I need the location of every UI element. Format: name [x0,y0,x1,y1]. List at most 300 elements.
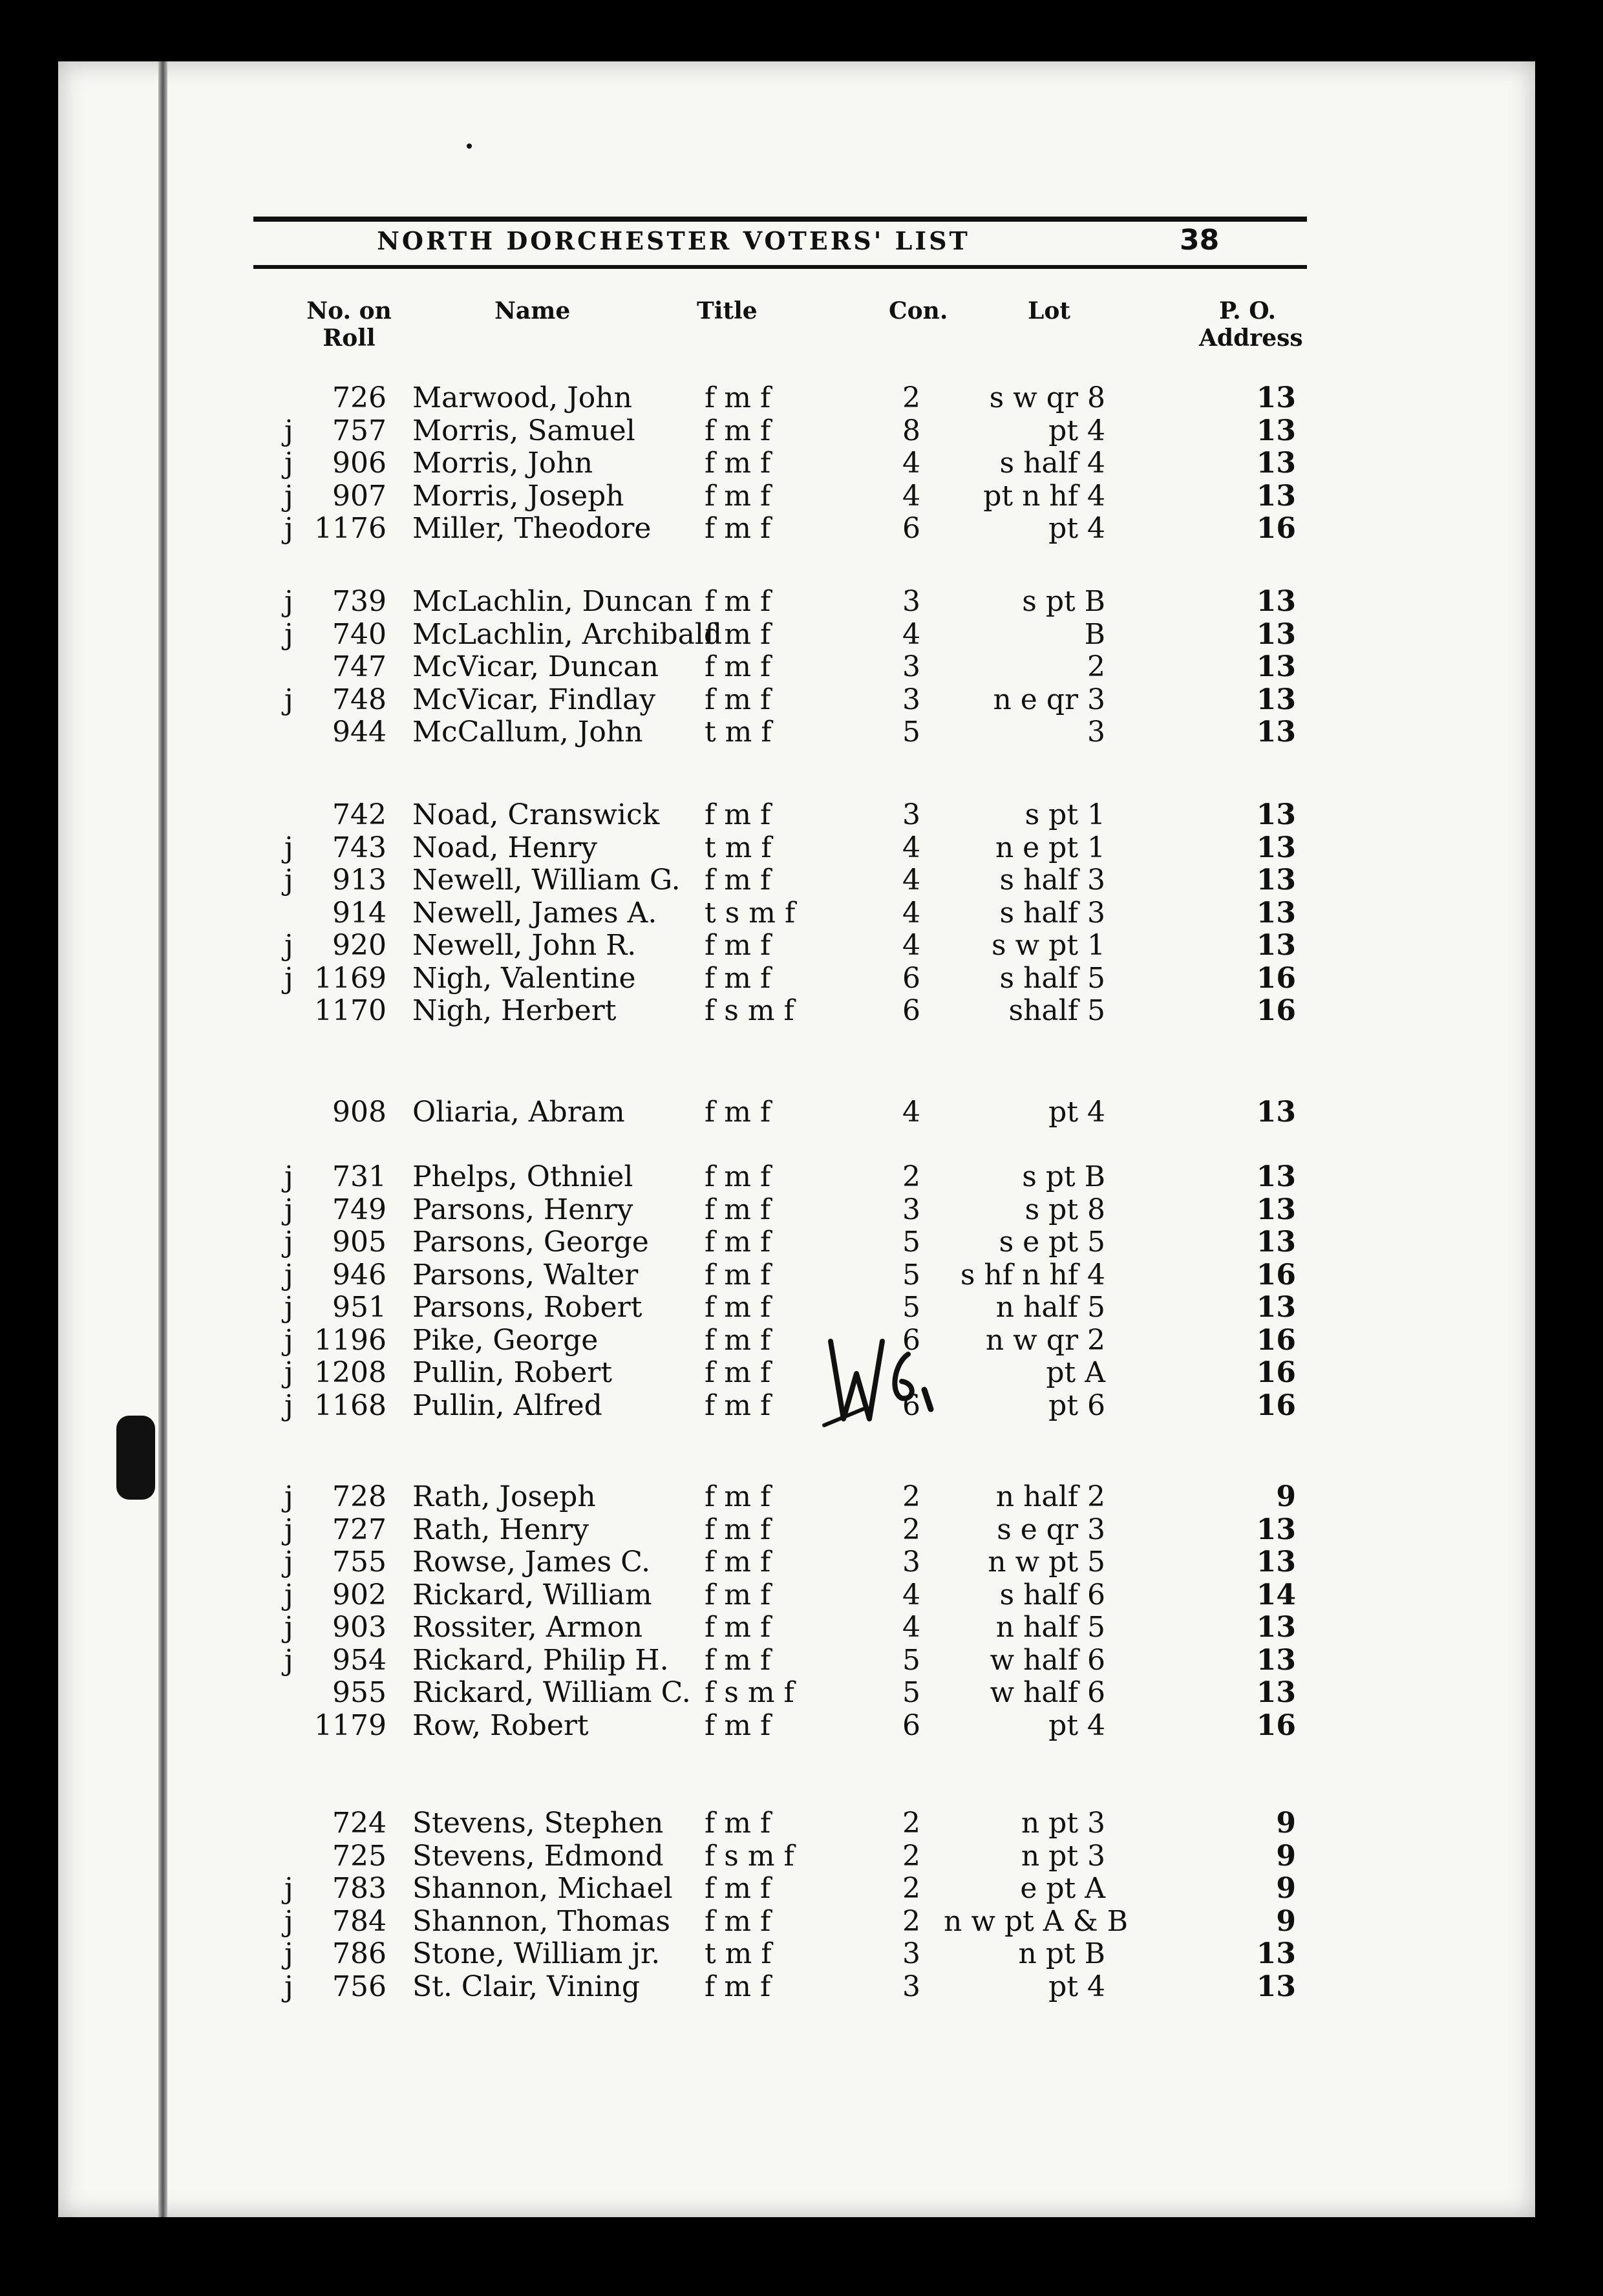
cell-roll: 725 [332,1840,387,1873]
cell-j: j [284,1905,293,1938]
cell-name: Parsons, Walter [412,1259,639,1292]
cell-con: 3 [902,798,920,831]
table-row [0,381,1603,415]
cell-lot: s pt 1 [1024,798,1105,831]
cell-lot: n pt 3 [1021,1840,1105,1873]
table-row [0,929,1603,962]
cell-name: Oliaria, Abram [412,1096,625,1129]
table-row [0,1513,1603,1547]
cell-name: Row, Robert [412,1709,589,1742]
cell-con: 5 [902,1259,920,1292]
cell-con: 3 [902,1546,920,1578]
cell-po: 13 [1256,897,1296,930]
cell-con: 6 [902,1324,920,1357]
cell-j: j [284,1513,293,1546]
cell-title: t m f [705,716,772,749]
page-number: 38 [1180,224,1220,257]
cell-lot: n w qr 2 [985,1324,1105,1357]
table-row [0,512,1603,546]
cell-title: f s m f [705,994,794,1027]
speck [467,144,472,149]
cell-lot: n pt B [1018,1937,1105,1970]
cell-title: t s m f [705,897,796,930]
cell-name: McLachlin, Archibald [412,618,723,651]
cell-lot: s half 4 [999,447,1105,480]
table-row [0,1676,1603,1710]
table-row [0,480,1603,513]
column-header-po-line1: P. O. [1219,297,1276,324]
cell-po: 13 [1256,1513,1296,1546]
cell-lot: pt 4 [1048,414,1105,447]
cell-roll: 955 [332,1676,387,1709]
cell-roll: 951 [332,1291,387,1324]
cell-lot: s pt B [1022,585,1105,618]
table-row [0,1840,1603,1873]
cell-lot: pt 4 [1048,1970,1105,2003]
cell-lot: s half 6 [999,1578,1105,1611]
cell-name: Stevens, Edmond [412,1840,664,1873]
cell-j: j [284,1611,293,1644]
cell-po: 16 [1256,512,1296,545]
table-row [0,1578,1603,1612]
cell-name: Pike, George [412,1324,599,1357]
cell-title: f m f [705,1709,771,1742]
cell-title: t m f [705,1937,772,1970]
cell-j: j [284,1389,293,1422]
cell-j: j [284,1226,293,1259]
cell-roll: 749 [332,1193,387,1226]
column-header-name: Name [494,297,571,324]
cell-j: j [284,1259,293,1292]
cell-po: 13 [1256,1193,1296,1226]
cell-roll: 748 [332,683,387,716]
cell-name: McVicar, Duncan [412,650,659,683]
cell-roll: 747 [332,650,387,683]
cell-lot: s w pt 1 [991,929,1105,962]
cell-con: 6 [902,1709,920,1742]
cell-po: 13 [1256,1970,1296,2003]
cell-roll: 756 [332,1970,387,2003]
table-row [0,1259,1603,1292]
cell-title: f s m f [705,1840,794,1873]
table-row [0,1709,1603,1743]
cell-con: 2 [902,1872,920,1905]
table-row [0,1356,1603,1390]
cell-name: Rickard, Philip H. [412,1644,669,1677]
column-header-roll [304,297,394,352]
header-bottom-rule [253,265,1307,269]
cell-lot: s pt 8 [1024,1193,1105,1226]
table-row [0,864,1603,897]
cell-con: 6 [902,1389,920,1422]
table-row [0,1193,1603,1227]
cell-con: 2 [902,1905,920,1938]
table-row [0,1096,1603,1129]
cell-title: f m f [705,1324,771,1357]
cell-roll: 1179 [314,1709,387,1742]
cell-name: Rowse, James C. [412,1546,651,1578]
cell-name: Phelps, Othniel [412,1160,633,1193]
cell-name: Nigh, Herbert [412,994,617,1027]
cell-title: f m f [705,1513,771,1546]
cell-roll: 739 [332,585,387,618]
cell-name: Rickard, William C. [412,1676,691,1709]
cell-po: 16 [1256,1389,1296,1422]
cell-po: 13 [1256,1611,1296,1644]
cell-lot: shalf 5 [1008,994,1105,1027]
cell-po: 16 [1256,1356,1296,1389]
cell-title: f m f [705,1872,771,1905]
table-row [0,1970,1603,2004]
cell-name: McVicar, Findlay [412,683,656,716]
cell-title: f m f [705,1546,771,1578]
cell-j: j [284,480,293,513]
cell-po: 13 [1256,1160,1296,1193]
cell-title: f m f [705,864,771,897]
cell-roll: 724 [332,1807,387,1840]
cell-po: 16 [1256,962,1296,995]
cell-con: 2 [902,1480,920,1513]
cell-con: 3 [902,1937,920,1970]
cell-lot: w half 6 [990,1644,1105,1677]
cell-con: 5 [902,1291,920,1324]
cell-j: j [284,1970,293,2003]
cell-name: Noad, Henry [412,831,597,864]
cell-roll: 757 [332,414,387,447]
cell-con: 4 [902,897,920,930]
cell-lot: w half 6 [990,1676,1105,1709]
cell-con: 4 [902,447,920,480]
table-row [0,1389,1603,1423]
cell-roll: 731 [332,1160,387,1193]
table-row [0,1226,1603,1259]
cell-title: t m f [705,831,772,864]
cell-title: f m f [705,1291,771,1324]
cell-lot: n half 5 [995,1611,1105,1644]
cell-lot: pt 4 [1048,1096,1105,1129]
cell-title: f m f [705,618,771,651]
cell-name: Nigh, Valentine [412,962,636,995]
cell-name: Stevens, Stephen [412,1807,664,1840]
table-row [0,897,1603,930]
cell-po: 13 [1256,1676,1296,1709]
cell-j: j [284,929,293,962]
cell-po: 13 [1256,1291,1296,1324]
cell-title: f m f [705,1389,771,1422]
cell-name: Noad, Cranswick [412,798,660,831]
cell-lot: s pt B [1022,1160,1105,1193]
table-row [0,1644,1603,1677]
cell-roll: 914 [332,897,387,930]
cell-po: 9 [1276,1905,1296,1938]
cell-name: Rath, Henry [412,1513,589,1546]
cell-j: j [284,1480,293,1513]
cell-po: 13 [1256,683,1296,716]
cell-name: Pullin, Robert [412,1356,613,1389]
cell-title: f m f [705,1970,771,2003]
cell-name: Newell, John R. [412,929,637,962]
cell-roll: 755 [332,1546,387,1578]
cell-j: j [284,1872,293,1905]
cell-po: 13 [1256,1226,1296,1259]
cell-con: 4 [902,929,920,962]
cell-lot: n w pt A & B [944,1905,1129,1938]
cell-j: j [284,1937,293,1970]
column-header-po [1199,297,1303,352]
cell-po: 13 [1256,1937,1296,1970]
page-title: NORTH DORCHESTER VOTERS' LIST [377,226,970,255]
cell-name: Stone, William jr. [412,1937,661,1970]
cell-name: Morris, Samuel [412,414,635,447]
cell-po: 13 [1256,831,1296,864]
cell-po: 13 [1256,716,1296,749]
table-row [0,1546,1603,1579]
cell-name: St. Clair, Vining [412,1970,640,2003]
handwritten-annotation [818,1328,934,1445]
cell-lot: B [1084,618,1105,651]
cell-lot: s half 3 [999,897,1105,930]
cell-title: f m f [705,1096,771,1129]
cell-name: Rickard, William [412,1578,652,1611]
table-row [0,962,1603,995]
cell-j: j [284,1356,293,1389]
column-header-roll-line2: Roll [323,324,376,352]
cell-j: j [284,1324,293,1357]
cell-con: 2 [902,1807,920,1840]
cell-title: f m f [705,1578,771,1611]
table-row [0,798,1603,832]
cell-roll: 907 [332,480,387,513]
cell-roll: 946 [332,1259,387,1292]
cell-con: 8 [902,414,920,447]
cell-name: Parsons, George [412,1226,649,1259]
cell-con: 3 [902,650,920,683]
cell-lot: pt 6 [1048,1389,1105,1422]
cell-roll: 920 [332,929,387,962]
cell-po: 14 [1256,1578,1296,1611]
cell-roll: 728 [332,1480,387,1513]
cell-roll: 903 [332,1611,387,1644]
cell-j: j [284,831,293,864]
column-header-lot: Lot [1028,297,1070,324]
cell-name: Parsons, Robert [412,1291,642,1324]
column-header-title: Title [697,297,758,324]
cell-name: Parsons, Henry [412,1193,633,1226]
table-row [0,414,1603,448]
cell-po: 13 [1256,1644,1296,1677]
cell-lot: n e pt 1 [995,831,1105,864]
cell-lot: n e qr 3 [993,683,1105,716]
cell-con: 5 [902,1676,920,1709]
cell-title: f m f [705,414,771,447]
cell-con: 4 [902,1578,920,1611]
cell-roll: 786 [332,1937,387,1970]
table-row [0,1905,1603,1939]
cell-name: Rath, Joseph [412,1480,596,1513]
table-row [0,1937,1603,1971]
cell-lot: n half 5 [995,1291,1105,1324]
cell-lot: 3 [1087,716,1105,749]
cell-j: j [284,512,293,545]
cell-name: Marwood, John [412,381,632,414]
cell-roll: 1176 [314,512,387,545]
cell-lot: s half 3 [999,864,1105,897]
cell-po: 16 [1256,994,1296,1027]
header-top-rule [253,217,1307,222]
cell-con: 4 [902,1611,920,1644]
cell-roll: 944 [332,716,387,749]
cell-roll: 902 [332,1578,387,1611]
cell-roll: 742 [332,798,387,831]
table-row [0,716,1603,749]
cell-lot: s hf n hf 4 [960,1259,1105,1292]
table-row [0,650,1603,684]
cell-j: j [284,1578,293,1611]
table-row [0,447,1603,480]
table-row [0,1807,1603,1840]
cell-title: f m f [705,1807,771,1840]
cell-roll: 726 [332,381,387,414]
cell-po: 13 [1256,1546,1296,1578]
cell-po: 13 [1256,480,1296,513]
cell-title: f m f [705,1226,771,1259]
table-row [0,683,1603,717]
cell-po: 13 [1256,864,1296,897]
cell-j: j [284,864,293,897]
cell-roll: 743 [332,831,387,864]
cell-j: j [284,1644,293,1677]
cell-po: 13 [1256,447,1296,480]
cell-lot: s half 5 [999,962,1105,995]
cell-lot: s e qr 3 [997,1513,1105,1546]
cell-lot: pt A [1046,1356,1105,1389]
column-header-roll-line1: No. on [306,297,392,324]
cell-title: f m f [705,1193,771,1226]
cell-lot: pt 4 [1048,1709,1105,1742]
cell-name: McLachlin, Duncan [412,585,693,618]
cell-j: j [284,962,293,995]
cell-lot: n pt 3 [1021,1807,1105,1840]
cell-con: 2 [902,1840,920,1873]
table-row [0,1872,1603,1906]
cell-con: 5 [902,1644,920,1677]
cell-po: 9 [1276,1872,1296,1905]
table-row [0,994,1603,1028]
cell-roll: 1168 [314,1389,387,1422]
cell-roll: 727 [332,1513,387,1546]
cell-title: f m f [705,381,771,414]
cell-j: j [284,1160,293,1193]
cell-j: j [284,618,293,651]
cell-con: 6 [902,962,920,995]
cell-con: 4 [902,1096,920,1129]
cell-title: f m f [705,1611,771,1644]
cell-title: f m f [705,480,771,513]
table-row [0,1611,1603,1644]
cell-roll: 740 [332,618,387,651]
cell-lot: n half 2 [995,1480,1105,1513]
cell-con: 4 [902,831,920,864]
cell-name: Rossiter, Armon [412,1611,643,1644]
cell-lot: e pt A [1020,1872,1105,1905]
cell-roll: 906 [332,447,387,480]
table-row [0,1160,1603,1194]
cell-con: 4 [902,480,920,513]
cell-title: f m f [705,1356,771,1389]
cell-roll: 1208 [314,1356,387,1389]
table-row [0,618,1603,652]
cell-po: 13 [1256,585,1296,618]
cell-title: f m f [705,1480,771,1513]
cell-con: 4 [902,864,920,897]
cell-title: f m f [705,585,771,618]
cell-po: 9 [1276,1840,1296,1873]
cell-roll: 913 [332,864,387,897]
table-row [0,585,1603,619]
cell-title: f m f [705,1905,771,1938]
cell-con: 5 [902,1226,920,1259]
cell-po: 13 [1256,798,1296,831]
cell-po: 13 [1256,650,1296,683]
cell-name: Pullin, Alfred [412,1389,602,1422]
cell-roll: 1169 [314,962,387,995]
cell-roll: 954 [332,1644,387,1677]
cell-roll: 783 [332,1872,387,1905]
cell-j: j [284,683,293,716]
cell-name: Morris, John [412,447,593,480]
cell-po: 13 [1256,381,1296,414]
cell-po: 13 [1256,618,1296,651]
table-row [0,1291,1603,1324]
cell-con: 4 [902,618,920,651]
cell-title: f m f [705,1259,771,1292]
cell-po: 13 [1256,414,1296,447]
cell-roll: 1196 [314,1324,387,1357]
cell-po: 9 [1276,1807,1296,1840]
table-row [0,1324,1603,1357]
cell-name: Shannon, Thomas [412,1905,670,1938]
cell-title: f s m f [705,1676,794,1709]
cell-roll: 905 [332,1226,387,1259]
cell-title: f m f [705,447,771,480]
cell-con: 3 [902,683,920,716]
cell-lot: s e pt 5 [999,1226,1105,1259]
cell-con: 3 [902,585,920,618]
cell-name: Newell, William G. [412,864,681,897]
cell-title: f m f [705,683,771,716]
cell-name: Morris, Joseph [412,480,624,513]
cell-po: 13 [1256,929,1296,962]
cell-j: j [284,1193,293,1226]
cell-title: f m f [705,512,771,545]
cell-title: f m f [705,1160,771,1193]
cell-title: f m f [705,1644,771,1677]
cell-title: f m f [705,929,771,962]
cell-con: 6 [902,994,920,1027]
cell-lot: n w pt 5 [988,1546,1105,1578]
cell-name: Shannon, Michael [412,1872,673,1905]
cell-j: j [284,447,293,480]
cell-po: 16 [1256,1709,1296,1742]
cell-con: 6 [902,512,920,545]
cell-con: 5 [902,716,920,749]
cell-title: f m f [705,798,771,831]
column-header-con: Con. [889,297,948,324]
cell-j: j [284,1546,293,1578]
cell-name: McCallum, John [412,716,643,749]
cell-con: 2 [902,1513,920,1546]
column-header-po-line2: Address [1199,324,1303,352]
